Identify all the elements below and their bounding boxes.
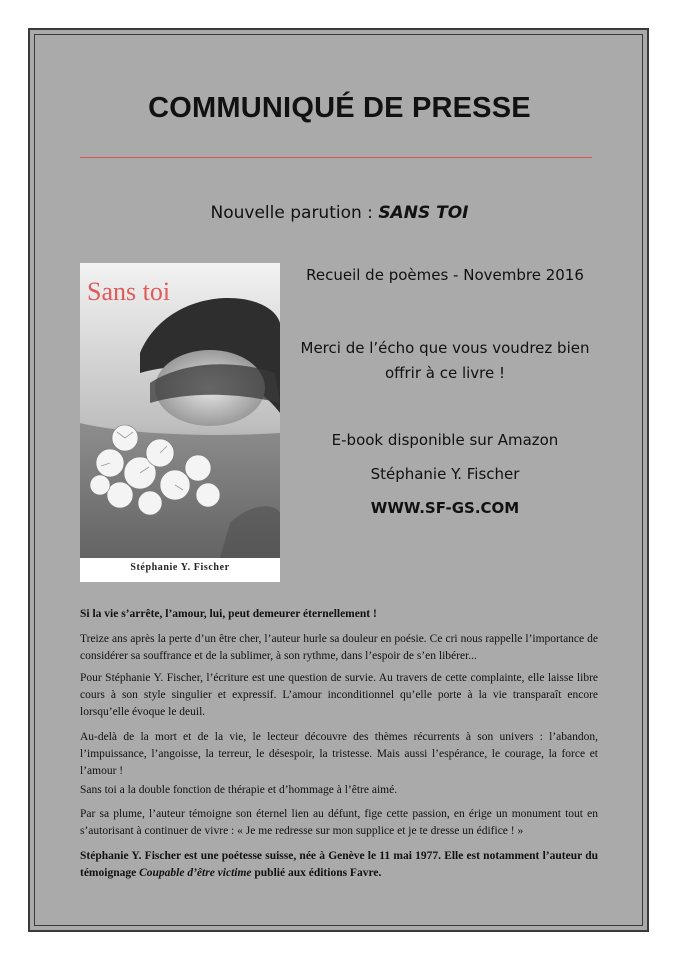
website-link[interactable]: WWW.SF-GS.COM	[370, 499, 520, 517]
bio-book-title: Coupable d’être victime	[139, 867, 252, 879]
thanks-line-1: Merci de l’écho que vous voudrez bien	[300, 339, 590, 357]
cover-photo	[80, 263, 280, 558]
subtitle-prefix: Nouvelle parution :	[210, 203, 379, 223]
collection-line: Recueil de poèmes - Novembre 2016	[306, 266, 584, 284]
paragraph-5: Par sa plume, l’auteur témoigne son éternel lien au défunt, fige cette passion, en érige un monument tout en s’autorisant à continuer de vivre : « Je me redresse sur mon supplice et je te dresse un édifice ! »	[80, 808, 598, 837]
release-subtitle	[0, 203, 679, 223]
paragraph-3: Au-delà de la mort et de la vie, le lecteur découvre des thèmes récurrents à son univers : l’abandon, l’impuissance, l’angoisse, la terreur, le désespoir, la tristesse. Mais aussi l’espérance, le courage, la force et l’amour !	[80, 731, 598, 777]
paragraph-1: Treize ans après la perte d’un être cher, l’auteur hurle sa douleur en poésie. Ce cri nous rappelle l’importance de considérer sa souffrance et de la sublimer, à son rythme, dans l’espoir de s’en libérer...	[80, 633, 598, 662]
bio-text-end: publié aux éditions Favre.	[251, 867, 382, 879]
author-line: Stéphanie Y. Fischer	[370, 465, 520, 483]
ebook-line: E-book disponible sur Amazon	[331, 431, 559, 449]
page-title: COMMUNIQUÉ DE PRESSE	[148, 92, 531, 124]
thanks-message	[290, 336, 600, 386]
paragraph-4: Sans toi a la double fonction de thérapie et d’hommage à l’être aimé.	[80, 784, 398, 796]
thanks-line-2: offrir à ce livre !	[384, 364, 506, 382]
book-title: SANS TOI	[378, 203, 469, 223]
title-divider	[80, 157, 592, 158]
cover-title: Sans toi	[87, 277, 171, 306]
paragraph-2: Pour Stéphanie Y. Fischer, l’écriture est une question de survie. Au travers de cette complainte, elle laisse libre cours à son style singulier et expressif. L’amour inconditionnel qu’elle porte à la vie transparaît encore lorsqu’elle évoque le deuil.	[80, 672, 598, 718]
book-cover	[80, 263, 280, 582]
tagline: Si la vie s’arrête, l’amour, lui, peut demeurer éternellement !	[80, 608, 377, 620]
author-bio	[80, 848, 598, 882]
bio-text-start: Stéphanie Y. Fischer est une poétesse suisse, née à Genève le 11 mai 1977. Elle est notamment l’auteur du témoignage	[80, 850, 598, 879]
cover-author: Stéphanie Y. Fischer	[130, 562, 230, 573]
